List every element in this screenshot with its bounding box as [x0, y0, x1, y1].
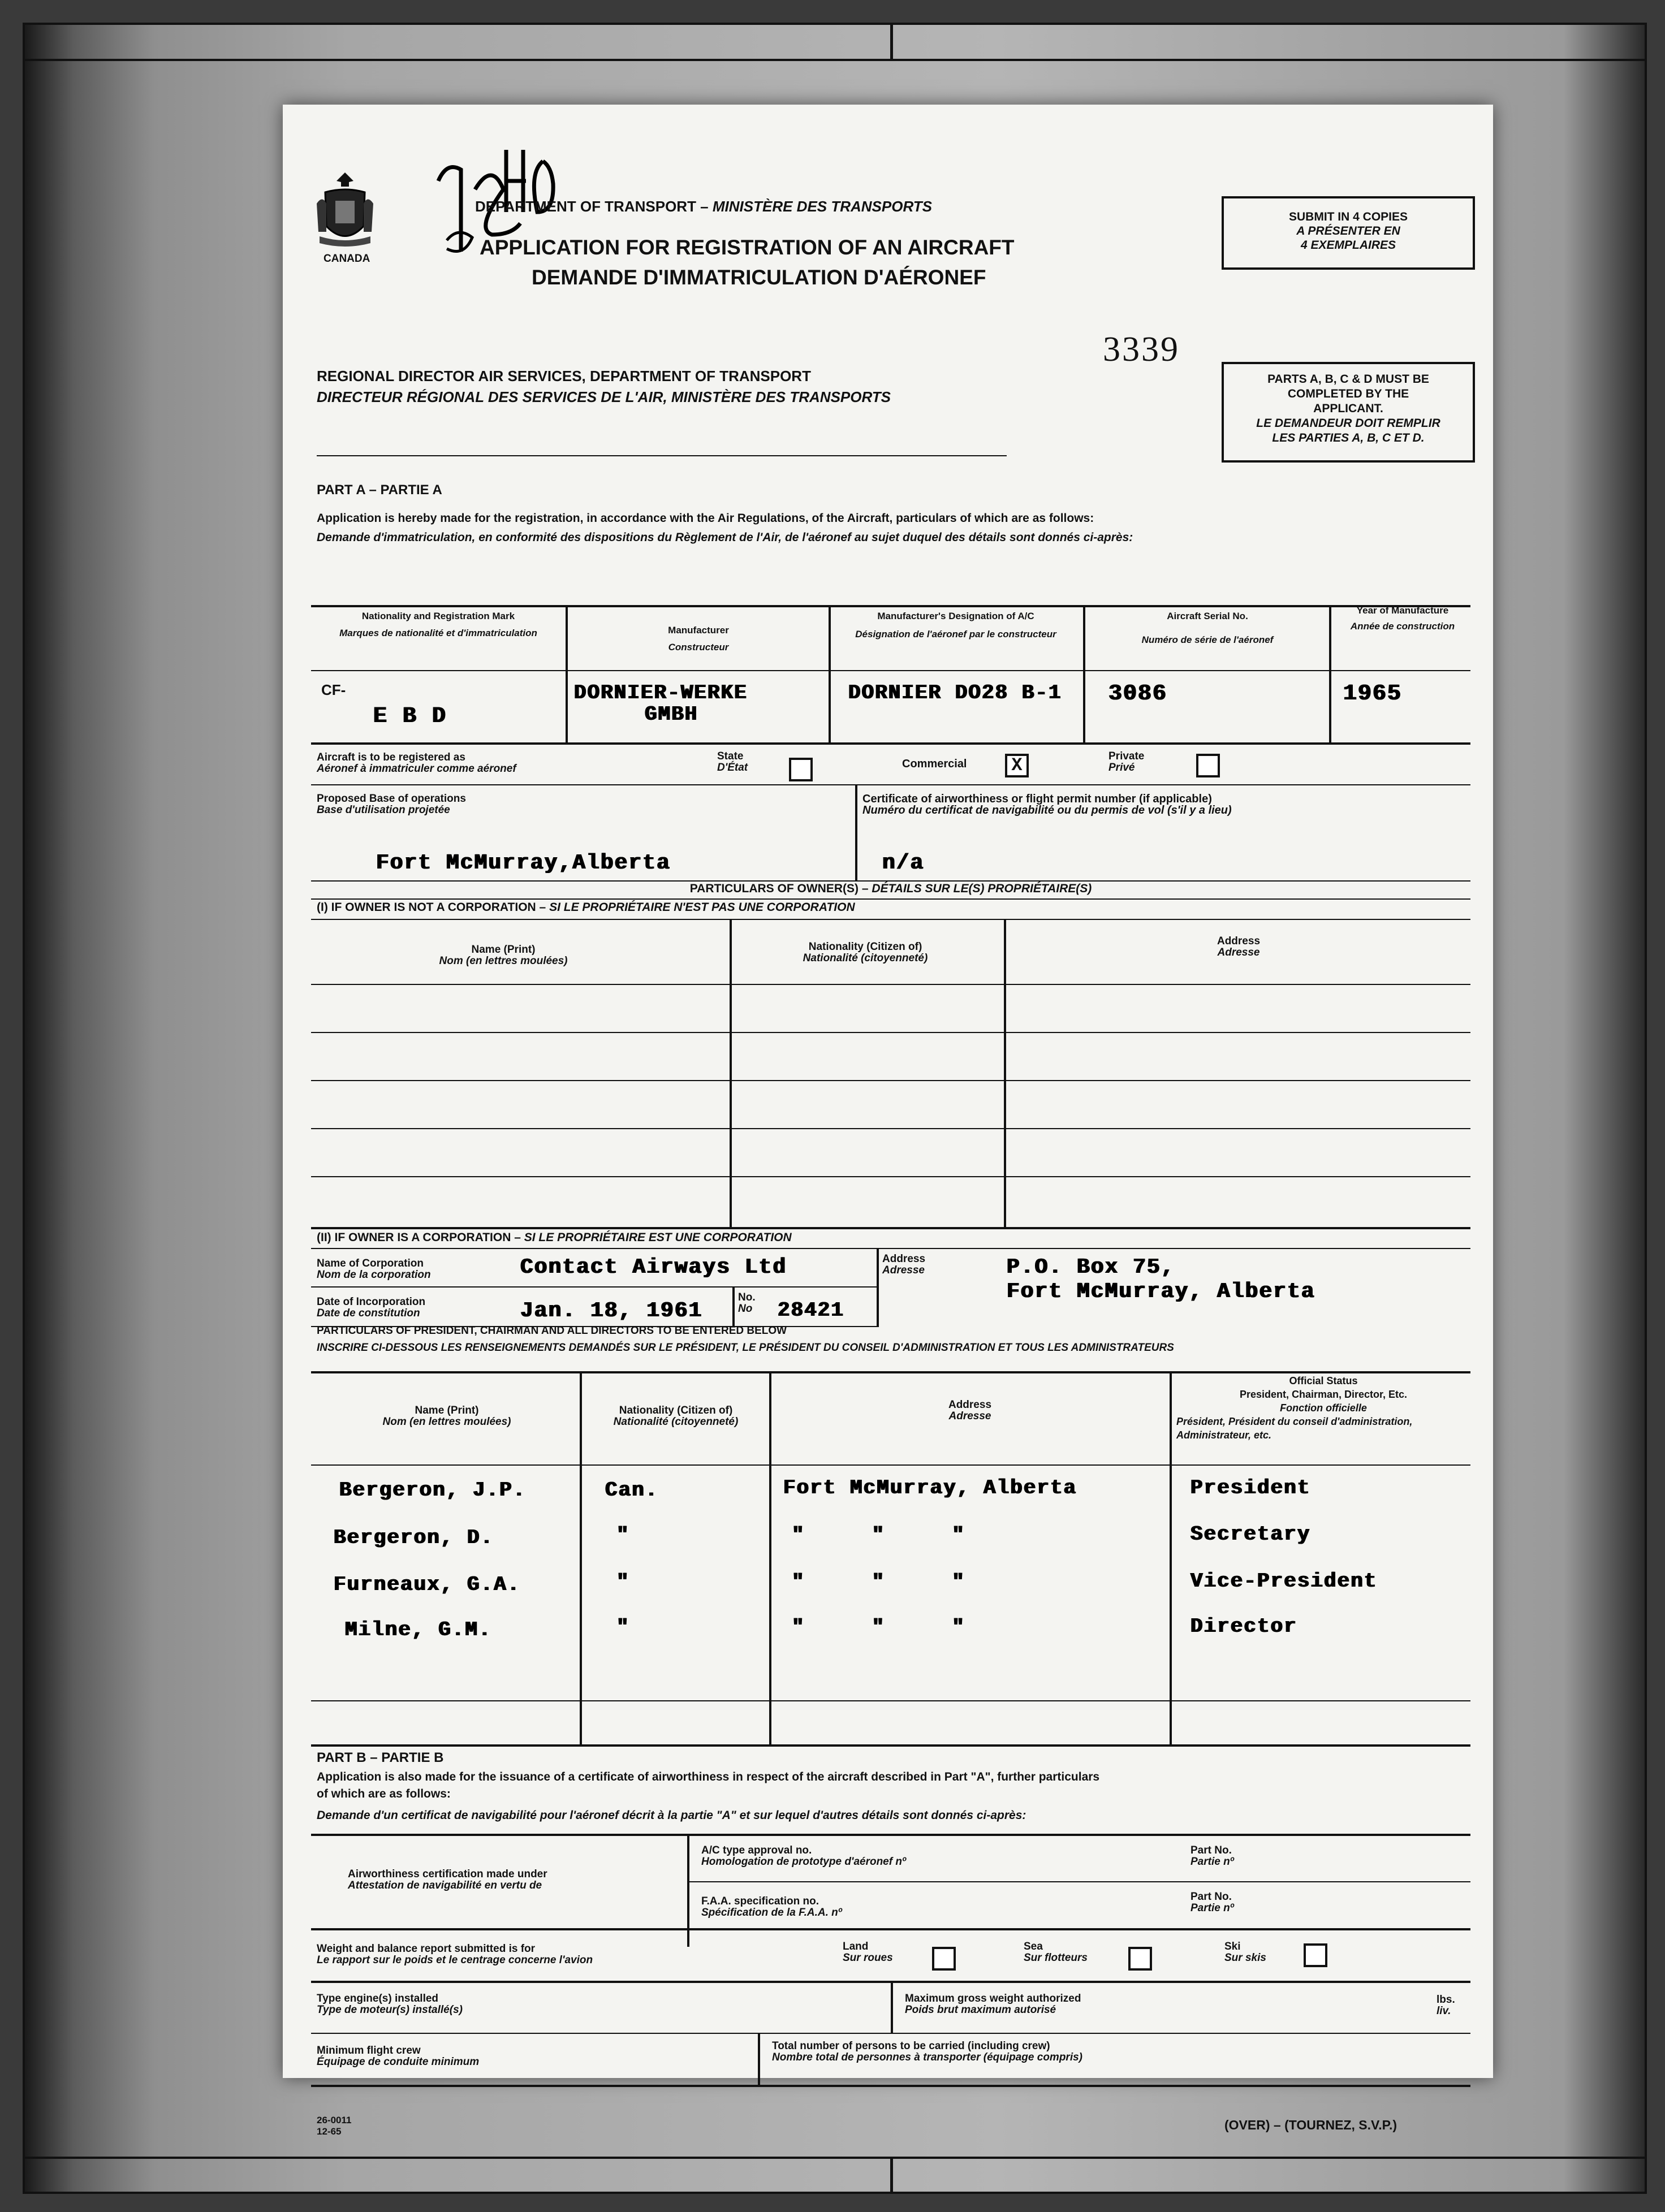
state-checkbox[interactable]	[789, 758, 813, 781]
director-name: Bergeron, J.P.	[339, 1479, 527, 1502]
engine-label: Type engine(s) installed Type de moteur(s) installé(s)	[317, 1993, 463, 2016]
base-value: Fort McMurray,Alberta	[376, 851, 671, 875]
part-a-intro-en: Application is hereby made for the registration, in accordance with the Air Regulations, of the Aircraft, particulars of which are as follows:	[317, 512, 1094, 525]
owners-heading: PARTICULARS OF OWNER(S) – DÉTAILS SUR LE(S) PROPRIÉTAIRE(S)	[689, 882, 1092, 895]
col-manufacturer: Manufacturer Constructeur	[668, 625, 729, 653]
part-b-heading: PART B – PARTIE B	[317, 1750, 444, 1765]
stamp-number: 3339	[1103, 330, 1180, 369]
part-no-label-1: Part No. Partie nº	[1190, 1844, 1234, 1868]
director-row	[283, 1612, 1493, 1657]
director-address: " " "	[792, 1571, 965, 1594]
director-fr: DIRECTEUR RÉGIONAL DES SERVICES DE L'AIR, MINISTÈRE DES TRANSPORTS	[317, 388, 891, 405]
no-label: No. No	[738, 1291, 756, 1315]
title-en: APPLICATION FOR REGISTRATION OF AN AIRCRAFT	[480, 236, 1015, 259]
director-name: Bergeron, D.	[334, 1526, 494, 1549]
designation-value: DORNIER DO28 B-1	[848, 681, 1062, 705]
incorp-value: Jan. 18, 1961	[520, 1299, 703, 1323]
director-address: " " "	[792, 1524, 965, 1547]
part-b-intro-en-2: of which are as follows:	[317, 1787, 451, 1800]
emblem-caption: CANADA	[323, 253, 370, 265]
cert-made-label: Airworthiness certification made under Attestation de navigabilité en vertu de	[348, 1868, 547, 1891]
directors-heading-fr: INSCRIRE CI-DESSOUS LES RENSEIGNEMENTS DEMANDÉS SUR LE PRÉSIDENT, LE PRÉSIDENT DU CONSEIL D'ADMINISTRATION ET TOUS LES ADMINISTRATEURS	[317, 1342, 1174, 1354]
directors-heading-en: PARTICULARS OF PRESIDENT, CHAIRMAN AND ALL DIRECTORS TO BE ENTERED BELOW	[317, 1325, 787, 1337]
weight-label: Weight and balance report submitted is for Le rapport sur le poids et le centrage concerne l'avion	[317, 1943, 593, 1966]
director-name: Furneaux, G.A.	[334, 1573, 521, 1596]
director-name-header: Name (Print) Nom (en lettres moulées)	[382, 1405, 511, 1428]
director-nationality: "	[616, 1524, 630, 1547]
sea-label: Sea Sur flotteurs	[1024, 1941, 1088, 1964]
base-label: Proposed Base of operations Base d'utilisation projetée	[317, 793, 466, 816]
commercial-checkbox[interactable]: X	[1005, 754, 1029, 777]
owner-nationality-header: Nationality (Citizen of) Nationalité (citoyenneté)	[803, 941, 928, 964]
faa-label: F.A.A. specification no. Spécification de la F.A.A. nº	[701, 1895, 842, 1919]
director-status: Director	[1190, 1615, 1297, 1638]
commercial-label: Commercial	[902, 758, 967, 770]
title-fr: DEMANDE D'IMMATRICULATION D'AÉRONEF	[532, 266, 986, 289]
form-page	[283, 105, 1493, 2137]
part-a-heading: PART A – PARTIE A	[317, 482, 442, 498]
col-designation: Manufacturer's Designation of A/C Désignation de l'aéronef par le constructeur	[855, 611, 1056, 640]
max-weight-label: Maximum gross weight authorized Poids brut maximum autorisé	[905, 1993, 1081, 2016]
director-name: Milne, G.M.	[345, 1618, 492, 1641]
is-corp-heading: (II) IF OWNER IS A CORPORATION – SI LE PROPRIÉTAIRE EST UNE CORPORATION	[317, 1231, 792, 1244]
weight-units: lbs. liv.	[1437, 1994, 1455, 2017]
copies-box: SUBMIT IN 4 COPIES A PRÉSENTER EN 4 EXEMPLAIRES	[1222, 196, 1475, 270]
director-nationality-header: Nationality (Citizen of) Nationalité (citoyenneté)	[613, 1405, 739, 1428]
reg-mark: E B D	[373, 704, 447, 729]
persons-label: Total number of persons to be carried (including crew) Nombre total de personnes à transporter (équipage compris)	[772, 2040, 1082, 2063]
land-checkbox[interactable]	[932, 1947, 956, 1971]
cert-value: n/a	[882, 851, 925, 875]
director-address: " " "	[792, 1616, 965, 1639]
no-value: 28421	[778, 1299, 845, 1322]
director-row	[283, 1519, 1493, 1565]
land-label: Land Sur roues	[843, 1941, 893, 1964]
type-approval-label: A/C type approval no. Homologation de prototype d'aéronef nº	[701, 1844, 906, 1868]
corp-address-2: Fort McMurray, Alberta	[1007, 1280, 1315, 1304]
col-year: Year of Manufacture Année de construction	[1350, 605, 1455, 632]
col-serial: Aircraft Serial No. Numéro de série de l'aéronef	[1141, 611, 1274, 645]
director-nationality: "	[616, 1571, 630, 1594]
sea-checkbox[interactable]	[1128, 1947, 1152, 1971]
department: DEPARTMENT OF TRANSPORT – MINISTÈRE DES TRANSPORTS	[475, 198, 932, 215]
state-label: State D'État	[717, 750, 748, 774]
director-address: Fort McMurray, Alberta	[783, 1476, 1077, 1500]
registered-as: Aircraft is to be registered as Aéronef à immatriculer comme aéronef	[317, 751, 516, 775]
official-status-header: Official Status President, Chairman, Director, Etc. Fonction officielle Président, Président du conseil d'administration, Administrateur, etc.	[1176, 1375, 1413, 1441]
director-en: REGIONAL DIRECTOR AIR SERVICES, DEPARTMENT OF TRANSPORT	[317, 368, 811, 384]
part-b-intro-en-1: Application is also made for the issuance of a certificate of airworthiness in respect of the aircraft described in Part "A", further particulars	[317, 1770, 1100, 1783]
owner-address-header: Address Adresse	[1217, 935, 1261, 958]
cert-label: Certificate of airworthiness or flight permit number (if applicable) Numéro du certificat de navigabilité ou du permis de vol (s'il y a lieu)	[862, 793, 1232, 816]
canada-emblem	[314, 170, 376, 254]
manufacturer-value-2: GMBH	[645, 703, 698, 726]
not-corp-heading: (I) IF OWNER IS NOT A CORPORATION – SI LE PROPRIÉTAIRE N'EST PAS UNE CORPORATION	[317, 901, 855, 914]
private-label: Private Privé	[1108, 750, 1145, 774]
corp-address-label: Address Adresse	[882, 1253, 926, 1276]
part-b-intro-fr: Demande d'un certificat de navigabilité pour l'aéronef décrit à la partie "A" et sur lequel d'autres détails sont donnés ci-après:	[317, 1809, 1026, 1822]
over-note: (OVER) – (TOURNEZ, S.V.P.)	[1224, 2118, 1397, 2132]
director-status: President	[1190, 1476, 1311, 1500]
year-value: 1965	[1343, 681, 1403, 707]
director-address-header: Address Adresse	[948, 1399, 992, 1422]
corp-name-value: Contact Airways Ltd	[520, 1255, 787, 1280]
owner-name-header: Name (Print) Nom (en lettres moulées)	[439, 944, 568, 967]
incorp-label: Date of Incorporation Date de constitution	[317, 1296, 426, 1319]
director-status: Vice-President	[1190, 1570, 1378, 1593]
director-row	[283, 1566, 1493, 1612]
manufacturer-value-1: DORNIER-WERKE	[574, 681, 748, 705]
part-a-intro-fr: Demande d'immatriculation, en conformité des dispositions du Règlement de l'Air, de l'aéronef au sujet duquel des détails sont donnés ci-après:	[317, 531, 1133, 544]
col-nationality: Nationality and Registration Mark Marques de nationalité et d'immatriculation	[339, 611, 537, 638]
crew-label: Minimum flight crew Équipage de conduite minimum	[317, 2045, 480, 2068]
director-nationality: "	[616, 1616, 630, 1639]
part-no-label-2: Part No. Partie nº	[1190, 1891, 1234, 1914]
reg-prefix: CF-	[321, 681, 346, 698]
director-status: Secretary	[1190, 1523, 1311, 1546]
private-checkbox[interactable]	[1196, 754, 1220, 777]
parts-box: PARTS A, B, C & D MUST BE COMPLETED BY THE APPLICANT. LE DEMANDEUR DOIT REMPLIR LES PARTIES A, B, C ET D.	[1222, 362, 1475, 463]
director-row	[283, 1473, 1493, 1518]
director-nationality: Can.	[605, 1479, 659, 1502]
ski-label: Ski Sur skis	[1224, 1941, 1266, 1964]
corp-name-label: Name of Corporation Nom de la corporation	[317, 1258, 431, 1281]
serial-value: 3086	[1108, 681, 1168, 707]
form-number: 26-0011 12-65	[317, 2115, 352, 2137]
corp-address-1: P.O. Box 75,	[1007, 1255, 1175, 1280]
ski-checkbox[interactable]	[1304, 1943, 1327, 1967]
